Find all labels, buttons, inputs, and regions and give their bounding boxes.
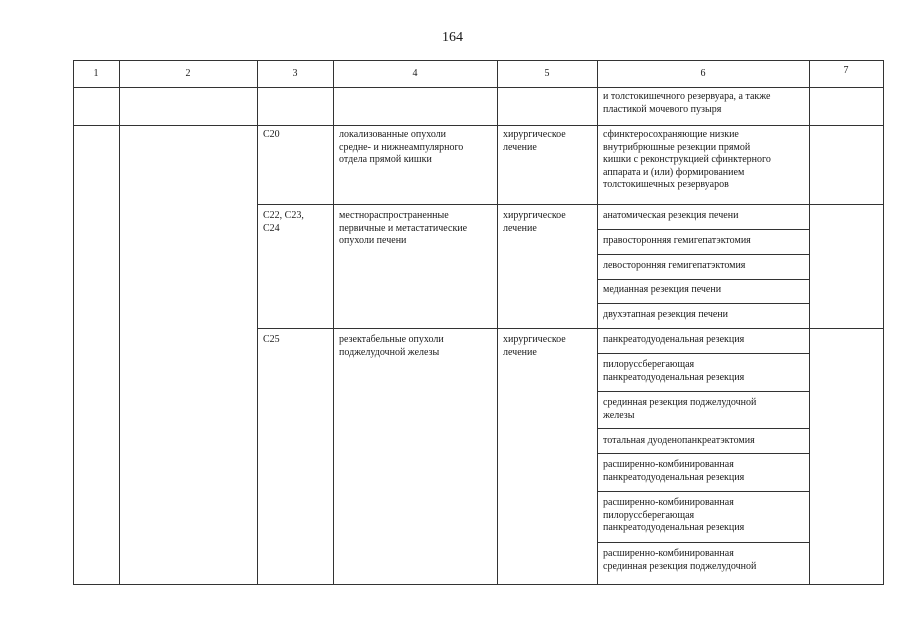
header-col-6: 6: [700, 68, 706, 79]
diagnosis-text: местнораспространенные первичные и метастатические опухоли печени: [339, 210, 468, 246]
row-separator: [257, 204, 884, 205]
method-separator: [597, 428, 809, 429]
diagnosis-text: локализованные опухоли средне- и нижнеампулярного отдела прямой кишки: [339, 129, 464, 165]
header-col-3: 3: [292, 68, 298, 79]
col-border: [497, 60, 498, 585]
col-border: [809, 60, 810, 585]
method-text: левосторонняя гемигепатэктомия: [603, 260, 746, 271]
header-col-5: 5: [544, 68, 550, 79]
col-border: [597, 60, 598, 585]
method-text: сфинктеросохраняющие низкие внутрибрюшные резекции прямой кишки с реконструкцией сфинктерного аппарата и (или) формированием толстокишечных резервуаров: [603, 129, 771, 190]
method-text: правосторонняя гемигепатэктомия: [603, 235, 751, 246]
header-col-7: 7: [843, 65, 849, 76]
treatment-type: хирургическое лечение: [503, 129, 566, 153]
method-text: пилоруссберегающая панкреатодуоденальная резекция: [603, 359, 745, 383]
col-border: [73, 60, 74, 585]
col-border: [257, 60, 258, 585]
method-separator: [597, 491, 809, 492]
method-text: анатомическая резекция печени: [603, 210, 739, 221]
method-separator: [597, 279, 809, 280]
method-text: медианная резекция печени: [603, 284, 722, 295]
table-top-border: [73, 60, 884, 61]
header-bottom-border: [73, 87, 884, 88]
col-border: [119, 60, 120, 585]
header-col-4: 4: [412, 68, 418, 79]
page-number: 164: [442, 30, 463, 45]
method-text: тотальная дуоденопанкреатэктомия: [603, 435, 755, 446]
method-text: расширенно-комбинированная пилоруссберегающая панкреатодуоденальная резекция: [603, 497, 745, 533]
diagnosis-text: резектабельные опухоли поджелудочной железы: [339, 334, 444, 358]
header-col-1: 1: [93, 68, 99, 79]
method-text: панкреатодуоденальная резекция: [603, 334, 745, 345]
icd-code: С25: [263, 334, 280, 345]
method-text: расширенно-комбинированная панкреатодуоденальная резекция: [603, 459, 745, 483]
procedures-table: [73, 60, 884, 585]
icd-code: С20: [263, 129, 280, 140]
method-separator: [597, 303, 809, 304]
col-border: [883, 60, 884, 585]
method-separator: [597, 353, 809, 354]
method-separator: [597, 391, 809, 392]
row-separator: [257, 328, 884, 329]
row-separator: [73, 125, 884, 126]
method-separator: [597, 254, 809, 255]
method-separator: [597, 542, 809, 543]
method-text: и толстокишечного резервуара, а также пластикой мочевого пузыря: [603, 91, 771, 115]
method-separator: [597, 453, 809, 454]
method-text: срединная резекция поджелудочной железы: [603, 397, 757, 421]
header-col-2: 2: [185, 68, 191, 79]
method-text: расширенно-комбинированная срединная резекция поджелудочной: [603, 548, 757, 572]
col-border: [333, 60, 334, 585]
method-separator: [597, 229, 809, 230]
treatment-type: хирургическое лечение: [503, 334, 566, 358]
treatment-type: хирургическое лечение: [503, 210, 566, 234]
method-text: двухэтапная резекция печени: [603, 309, 728, 320]
table-bottom-border: [73, 584, 884, 585]
icd-code: С22, С23, С24: [263, 210, 304, 234]
